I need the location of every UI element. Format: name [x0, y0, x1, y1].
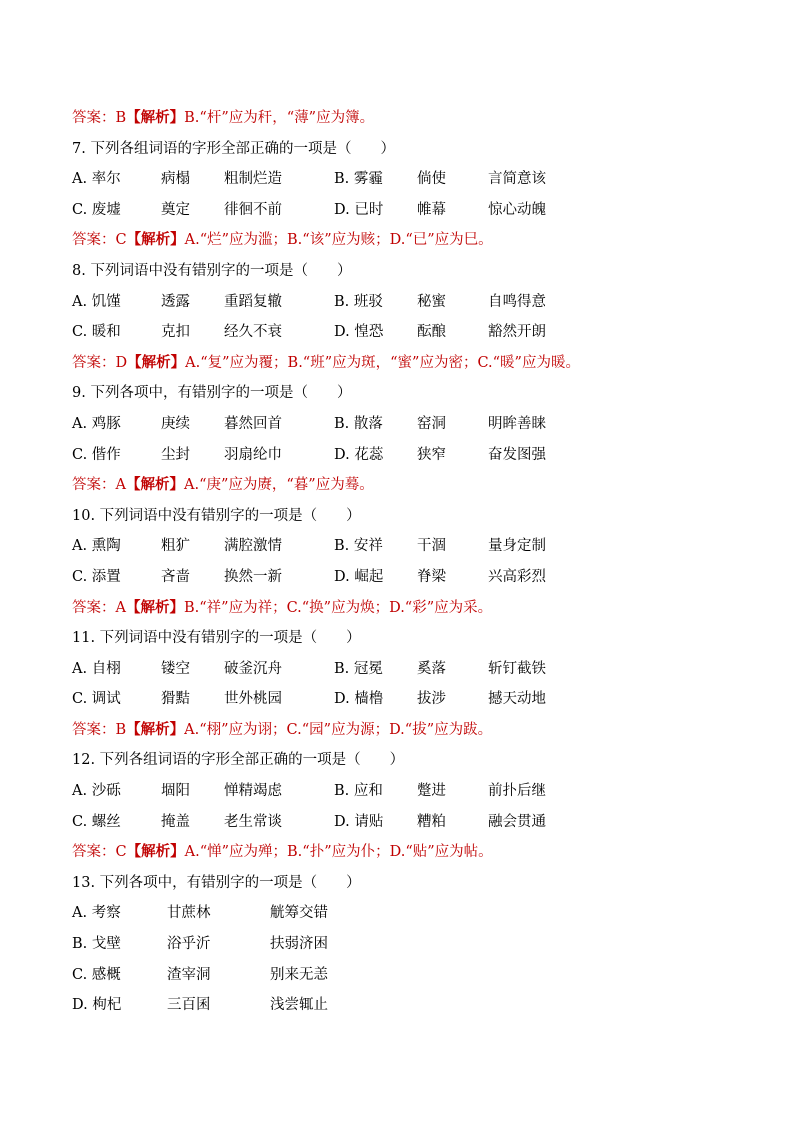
question-text: 7. 下列各组词语的字形全部正确的一项是（ ） — [72, 140, 395, 157]
option-word: A. 熏陶 — [72, 538, 121, 555]
option-word: 拔涉 — [417, 691, 446, 708]
option-word: 兴高彩烈 — [488, 568, 546, 585]
answer-text: A.“复”应为覆；B.“班”应为斑，“蜜”应为密；C.“暖”应为暖。 — [185, 354, 580, 371]
answer-line — [72, 593, 794, 624]
option-word: 奋发图强 — [488, 446, 546, 463]
option-word: 蹩进 — [417, 783, 446, 800]
option-row — [72, 807, 794, 838]
option-word: D. 请贴 — [334, 813, 384, 830]
option-word: B. 班驳 — [334, 293, 383, 310]
question-stem — [72, 378, 794, 409]
option-word: 病榻 — [161, 171, 190, 188]
option-word: 干涸 — [417, 538, 446, 555]
answer-label: 答案：B — [72, 110, 127, 126]
question-text: 11. 下列词语中没有错别字的一项是（ ） — [72, 630, 361, 647]
answer-label: 答案：A — [72, 599, 126, 616]
option-word: 渣宰洞 — [167, 966, 211, 983]
option-word: D. 花蕊 — [334, 446, 384, 463]
option-row — [72, 960, 794, 991]
option-word: 融会贯通 — [488, 813, 546, 830]
option-word: 粗制烂造 — [224, 171, 282, 188]
option-row — [72, 531, 794, 562]
option-word: 奠定 — [161, 201, 190, 218]
option-word: 透露 — [161, 293, 190, 310]
option-word: C. 废墟 — [72, 201, 121, 218]
option-word: 庚续 — [161, 415, 190, 432]
analysis-tag: 【解析】 — [126, 720, 185, 738]
option-word: D. 已时 — [334, 201, 384, 218]
option-row — [72, 317, 794, 348]
option-word: 帷幕 — [417, 201, 446, 218]
answer-line — [72, 348, 794, 379]
option-word: 量身定制 — [488, 538, 546, 555]
option-word: C. 偕作 — [72, 446, 121, 463]
answer-label: 答案：D — [72, 354, 128, 371]
option-word: A. 鸡豚 — [72, 415, 121, 432]
question-stem — [72, 256, 794, 287]
option-word: 镂空 — [161, 660, 190, 677]
option-word: 脊梁 — [417, 568, 446, 585]
option-row — [72, 654, 794, 685]
option-word: 堌阳 — [161, 783, 190, 800]
answer-text: A.“烂”应为滥；B.“该”应为赅；D.“已”应为巳。 — [184, 232, 493, 249]
answer-line — [72, 103, 794, 134]
option-word: A. 率尔 — [72, 171, 121, 188]
option-word: 撼天动地 — [488, 691, 546, 708]
option-word: 换然一新 — [224, 568, 282, 585]
answer-label: 答案：A — [72, 477, 126, 494]
option-word: 浅尝辄止 — [270, 997, 328, 1014]
option-row — [72, 195, 794, 226]
option-word: B. 安祥 — [334, 538, 383, 555]
option-word: 酝酿 — [417, 324, 446, 341]
option-word: B. 戈壁 — [72, 936, 121, 953]
option-word: B. 雾霾 — [334, 171, 383, 188]
option-row — [72, 287, 794, 318]
option-row — [72, 776, 794, 807]
analysis-tag: 【解析】 — [126, 843, 185, 861]
option-word: 重蹈复辙 — [224, 293, 282, 310]
option-word: 惊心动魄 — [488, 201, 546, 218]
option-word: 老生常谈 — [224, 813, 282, 830]
option-word: B. 应和 — [334, 783, 383, 800]
option-word: C. 暖和 — [72, 324, 121, 341]
option-word: 浴乎沂 — [167, 936, 211, 953]
option-word: C. 添置 — [72, 568, 121, 585]
option-word: 斩钉截铁 — [488, 660, 546, 677]
option-word: 尘封 — [161, 446, 190, 463]
answer-line — [72, 225, 794, 256]
answer-text: A.“惮”应为殚；B.“扑”应为仆；D.“贴”应为帖。 — [184, 844, 493, 861]
option-word: 惮精竭虑 — [224, 783, 282, 800]
option-word: 掩盖 — [161, 813, 190, 830]
option-word: 甘蔗林 — [167, 905, 211, 922]
option-word: 豁然开朗 — [488, 324, 546, 341]
option-word: B. 散落 — [334, 415, 383, 432]
option-word: C. 调试 — [72, 691, 121, 708]
option-word: A. 考察 — [72, 905, 121, 922]
option-word: 经久不衰 — [224, 324, 282, 341]
option-row — [72, 898, 794, 929]
option-word: 粗犷 — [161, 538, 190, 555]
option-word: 前扑后继 — [488, 783, 546, 800]
option-word: A. 沙砾 — [72, 783, 121, 800]
option-word: 自鸣得意 — [488, 293, 546, 310]
option-row — [72, 929, 794, 960]
option-word: A. 自栩 — [72, 660, 121, 677]
option-word: 秘蜜 — [417, 293, 446, 310]
answer-text: A.“庚”应为赓，“暮”应为蓦。 — [183, 477, 374, 494]
analysis-tag: 【解析】 — [126, 109, 185, 126]
answer-line — [72, 470, 794, 501]
analysis-tag: 【解析】 — [125, 476, 184, 494]
option-row — [72, 164, 794, 195]
option-word: 克扣 — [161, 324, 190, 341]
option-word: 吝啬 — [161, 568, 190, 585]
option-row — [72, 409, 794, 440]
option-word: 满腔激情 — [224, 538, 282, 555]
option-word: 猾黠 — [161, 691, 190, 708]
option-word: 破釜沉舟 — [224, 660, 282, 677]
option-word: 言简意该 — [488, 171, 546, 188]
option-row — [72, 684, 794, 715]
analysis-tag: 【解析】 — [125, 598, 184, 616]
question-text: 8. 下列词语中没有错别字的一项是（ ） — [72, 262, 352, 279]
question-text: 12. 下列各组词语的字形全部正确的一项是（ ） — [72, 752, 405, 769]
option-word: 羽扇纶巾 — [224, 446, 282, 463]
option-word: C. 螺丝 — [72, 813, 121, 830]
option-word: 明眸善睐 — [488, 415, 546, 432]
question-stem — [72, 623, 794, 654]
option-word: D. 樯橹 — [334, 691, 384, 708]
answer-text: B.“祥”应为祥；C.“换”应为焕；D.“彩”应为采。 — [183, 599, 493, 616]
option-word: D. 崛起 — [334, 568, 384, 585]
option-word: 狭窄 — [417, 446, 446, 463]
answer-line — [72, 837, 794, 868]
option-word: 觥筹交错 — [270, 905, 328, 922]
answer-label: 答案：B — [72, 721, 127, 738]
option-word: B. 冠冕 — [334, 660, 383, 677]
question-text: 9. 下列各项中，有错别字的一项是（ ） — [72, 385, 352, 402]
question-stem — [72, 868, 794, 899]
option-word: A. 饥馑 — [72, 293, 121, 310]
answer-label: 答案：C — [72, 232, 127, 249]
question-stem — [72, 745, 794, 776]
answer-text: A.“栩”应为诩；C.“园”应为源；D.“拔”应为跋。 — [184, 721, 493, 738]
option-word: 倘使 — [417, 171, 446, 188]
question-stem — [72, 134, 794, 165]
analysis-tag: 【解析】 — [127, 353, 186, 371]
option-word: 糟粕 — [417, 813, 446, 830]
option-row — [72, 440, 794, 471]
question-text: 13. 下列各项中，有错别字的一项是（ ） — [72, 874, 361, 891]
option-word: 奚落 — [417, 660, 446, 677]
option-row — [72, 990, 794, 1021]
option-word: 暮然回首 — [224, 415, 282, 432]
option-word: 三百囷 — [167, 997, 211, 1014]
option-word: D. 枸杞 — [72, 997, 122, 1014]
answer-line — [72, 715, 794, 746]
question-stem — [72, 501, 794, 532]
option-word: 徘徊不前 — [224, 201, 282, 218]
answer-label: 答案：C — [72, 844, 127, 861]
option-word: 世外桃园 — [224, 691, 282, 708]
option-word: C. 感概 — [72, 966, 121, 983]
question-text: 10. 下列词语中没有错别字的一项是（ ） — [72, 507, 361, 524]
option-row — [72, 562, 794, 593]
analysis-tag: 【解析】 — [126, 231, 185, 249]
option-word: 窑洞 — [417, 415, 446, 432]
option-word: D. 惶恐 — [334, 324, 384, 341]
option-word: 扶弱济困 — [270, 936, 328, 953]
option-word: 别来无恙 — [270, 966, 328, 983]
answer-text: B.“杆”应为秆，“薄”应为簿。 — [184, 110, 375, 126]
